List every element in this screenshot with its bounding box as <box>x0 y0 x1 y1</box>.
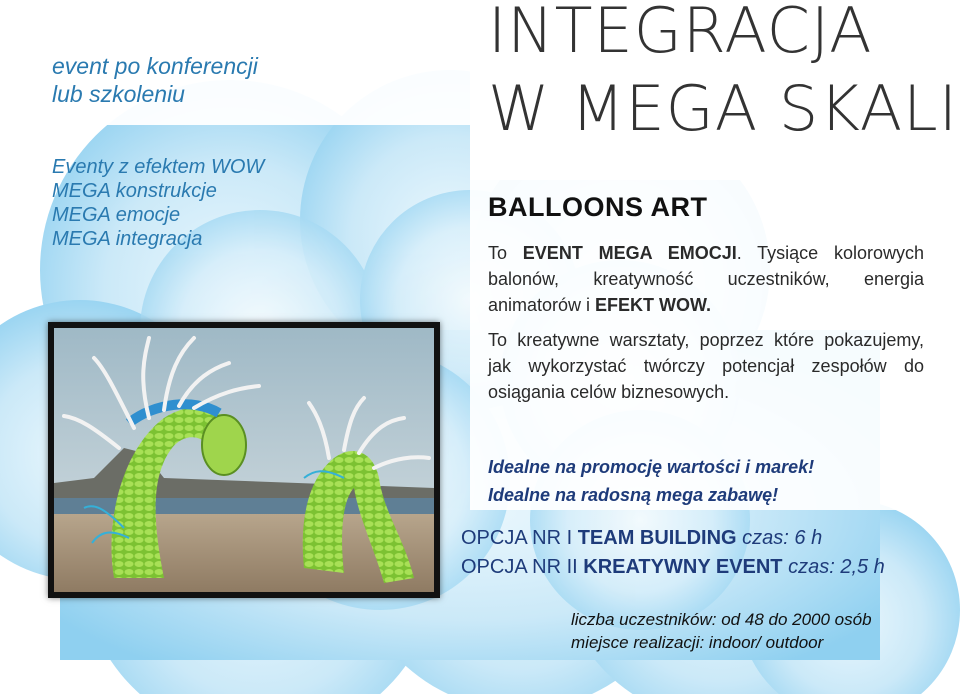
venue-type: miejsce realizacji: indoor/ outdoor <box>571 633 824 652</box>
option-prefix: OPCJA NR II <box>461 556 584 578</box>
feature-item: Eventy z efektem WOW <box>52 156 265 178</box>
options-list <box>461 524 956 582</box>
workshop-paragraph: To kreatywne warsztaty, poprzez które pokazujemy, jak wykorzystać twórczy potencjał zespołów do osiągania celów biznesowych. <box>488 330 924 402</box>
tagline-line-1: event po konferencji <box>52 53 258 79</box>
intro-paragraph <box>488 240 924 318</box>
section-title: BALLOONS ART <box>488 192 708 222</box>
option-name: TEAM BUILDING <box>577 527 737 549</box>
feature-item: MEGA integracja <box>52 228 203 250</box>
headline-line-1: INTEGRACJA <box>488 0 873 67</box>
balloon-photo <box>48 322 440 598</box>
option-item <box>461 553 956 582</box>
event-details <box>571 608 951 654</box>
participants-count: liczba uczestników: od 48 do 2000 osób <box>571 610 872 629</box>
option-prefix: OPCJA NR I <box>461 527 578 549</box>
tagline-line-2: lub szkoleniu <box>52 81 185 107</box>
intro-text: . Tysiące kolorowych balonów, kreatywność uczestników, energia animatorów i <box>488 243 925 315</box>
feature-list <box>52 155 312 251</box>
option-name: KREATYWNY EVENT <box>583 556 783 578</box>
ideal-item: Idealne na radosną mega zabawę! <box>488 485 779 505</box>
tagline <box>52 52 312 108</box>
intro-text: To <box>488 243 523 263</box>
headline-line-2: W MEGA SKALI <box>488 72 959 145</box>
intro-emphasis: EVENT MEGA EMOCJI <box>522 243 737 263</box>
option-time: czas: 6 h <box>736 527 823 549</box>
option-item <box>461 524 956 553</box>
ideal-for-list <box>488 453 928 509</box>
feature-item: MEGA konstrukcje <box>52 180 217 202</box>
feature-item: MEGA emocje <box>52 204 181 226</box>
balloon-sculpture-photo-icon <box>54 328 434 592</box>
option-time: czas: 2,5 h <box>782 556 885 578</box>
ideal-item: Idealne na promocję wartości i marek! <box>488 457 815 477</box>
headline <box>488 0 960 148</box>
intro-emphasis: EFEKT WOW. <box>595 295 712 315</box>
